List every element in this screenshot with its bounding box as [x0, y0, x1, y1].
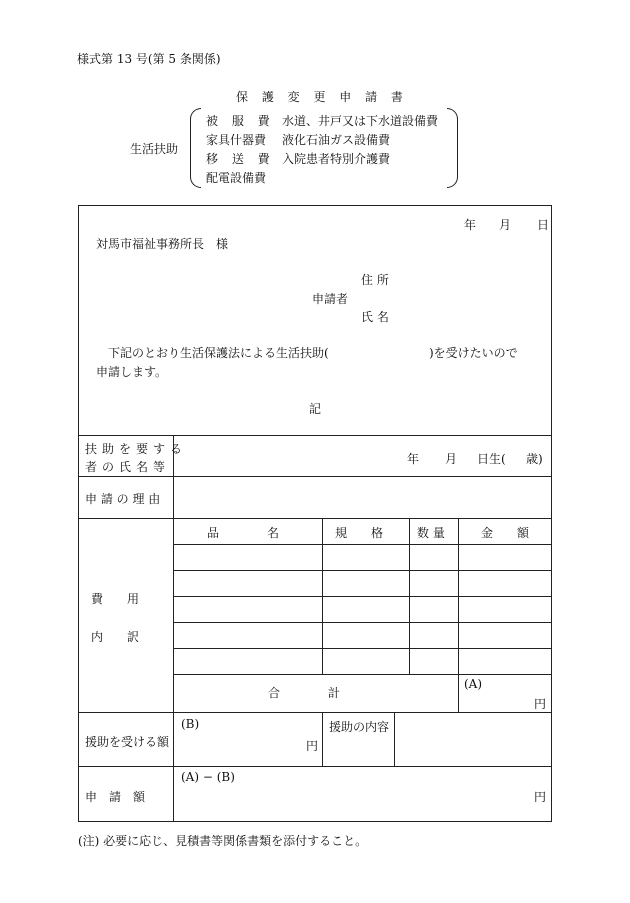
right-brace — [447, 108, 458, 188]
address-label: 住 所 — [361, 273, 389, 287]
item-transport: 移 送 費 — [206, 152, 275, 166]
col-spec-header: 規 格 — [335, 526, 384, 540]
date-year-label: 年 — [464, 218, 477, 232]
expense-label-line2: 内 訳 — [91, 630, 140, 644]
request-body-line1-end: )を受けたいので — [429, 346, 518, 360]
total-label: 合 計 — [268, 686, 341, 700]
total-yen: 円 — [534, 697, 547, 711]
person-label-line2: 者の氏名等 — [85, 460, 171, 474]
request-body-line2: 申請します。 — [96, 365, 168, 379]
item-water: 水道、井戸又は下水道設備費 — [282, 114, 439, 128]
applicant-label: 申請者 — [312, 292, 349, 306]
ki-mark: 記 — [309, 402, 322, 416]
footnote: (注) 必要に応じ、見積書等関係書類を添付すること。 — [78, 834, 368, 848]
receive-marker: (B) — [181, 717, 200, 731]
request-yen: 円 — [534, 790, 547, 804]
left-brace — [190, 108, 201, 188]
assistance-type-label: 生活扶助 — [130, 142, 179, 156]
request-body-line1: 下記のとおり生活保護法による生活扶助( — [108, 346, 329, 360]
item-furniture: 家具什器費 — [206, 133, 267, 147]
age-label: 歳) — [526, 452, 543, 466]
application-form — [78, 205, 552, 822]
date-day-label: 日 — [537, 218, 550, 232]
content-label: 援助の内容 — [329, 720, 390, 734]
col-qty-header: 数 量 — [417, 526, 445, 540]
col-amount-header: 金 額 — [481, 526, 530, 540]
item-lpg: 液化石油ガス設備費 — [282, 133, 391, 147]
item-clothing: 被 服 費 — [206, 114, 275, 128]
birth-year-label: 年 — [407, 452, 420, 466]
request-amount-label: 申 請 額 — [85, 790, 146, 804]
reason-label: 申 請 の 理 由 — [85, 492, 161, 506]
total-marker: (A) — [464, 677, 483, 691]
date-month-label: 月 — [499, 218, 512, 232]
request-formula: (A) − (B) — [181, 770, 235, 784]
item-inpatient: 入院患者特別介護費 — [282, 152, 391, 166]
receive-yen: 円 — [306, 739, 319, 753]
addressee: 対馬市福祉事務所長 様 — [96, 237, 229, 251]
person-label-line1: 扶助を要する — [85, 442, 188, 456]
expense-label-line1: 費 用 — [91, 592, 140, 606]
col-item-header: 品 名 — [207, 526, 280, 540]
receive-label: 援助を受ける額 — [85, 735, 170, 749]
name-label: 氏 名 — [361, 310, 389, 324]
birth-day-label: 日生( — [477, 452, 506, 466]
item-electric: 配電設備費 — [206, 171, 267, 185]
form-number: 様式第 13 号(第 5 条関係) — [77, 52, 221, 66]
birth-month-label: 月 — [445, 452, 458, 466]
page-title: 保 護 変 更 申 請 書 — [236, 90, 408, 104]
